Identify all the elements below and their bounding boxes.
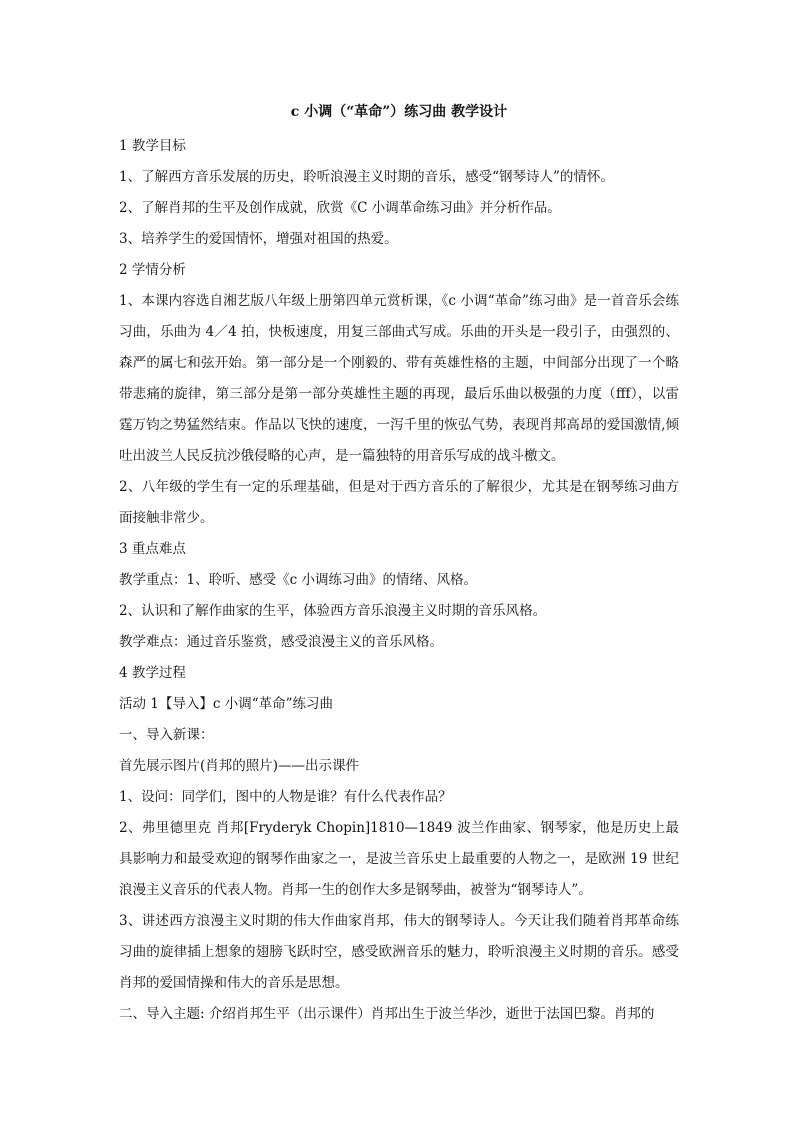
paragraph: 2、认识和了解作曲家的生平，体验西方音乐浪漫主义时期的音乐风格。 [119, 603, 547, 619]
paragraph: 2、弗里德里克 肖邦[Fryderyk Chopin]1810—1849 波兰作曲家、钢琴家，他是历史上最具影响力和最受欢迎的钢琴作曲家之一，是波兰音乐史上最重要的人物之一，是欧洲 19 世纪浪漫主义音乐的代表人物。肖邦一生的创作大多是钢琴曲，被誉为“钢琴诗人”。 [119, 820, 679, 898]
paragraph: 2、了解肖邦的生平及创作成就，欣赏《C 小调革命练习曲》并分析作品。 [119, 200, 561, 216]
document-title: c 小调（“革命”）练习曲 教学设计 [290, 104, 508, 120]
paragraph: 教学重点：1、聆听、感受《c 小调练习曲》的情绪、风格。 [119, 572, 477, 588]
paragraph: 二、导入主题: 介绍肖邦生平（出示课件）肖邦出生于波兰华沙，逝世于法国巴黎。肖邦的 [119, 1006, 655, 1022]
section-heading-process: 4 教学过程 [119, 665, 186, 681]
document-body [119, 131, 679, 1030]
section-heading-key-points: 3 重点难点 [119, 541, 186, 557]
paragraph: 活动 1【导入】c 小调“革命”练习曲 [119, 696, 334, 712]
paragraph: 一、导入新课： [119, 727, 214, 743]
paragraph: 3、培养学生的爱国情怀，增强对祖国的热爱。 [119, 231, 398, 247]
section-heading-objectives: 1 教学目标 [119, 138, 186, 154]
paragraph: 教学难点：通过音乐鉴赏，感受浪漫主义的音乐风格。 [119, 634, 443, 650]
paragraph: 1、了解西方音乐发展的历史，聆听浪漫主义时期的音乐，感受“钢琴诗人”的情怀。 [119, 169, 614, 185]
paragraph: 1、设问：同学们，图中的人物是谁？有什么代表作品？ [119, 789, 452, 805]
paragraph: 首先展示图片(肖邦的照片)——出示课件 [119, 758, 360, 774]
paragraph: 1、本课内容选自湘艺版八年级上册第四单元赏析课，《c 小调“革命”练习曲》是一首音乐会练习曲，乐曲为 4／4 拍，快板速度，用复三部曲式写成。乐曲的开头是一段引子，由强烈的、森严的属七和弦开始。第一部分是一个刚毅的、带有英雄性格的主题，中间部分出现了一个略带悲痛的旋律，第三部分是第一部分英雄性主题的再现，最后乐曲以极强的力度（fff），以雷霆万钧之势猛然结束。作品以飞快的速度，一泻千里的恢弘气势，表现肖邦高昂的爱国激情,倾吐出波兰人民反抗沙俄侵略的心声，是一篇独特的用音乐写成的战斗檄文。 [119, 293, 679, 464]
paragraph: 2、八年级的学生有一定的乐理基础，但是对于西方音乐的了解很少，尤其是在钢琴练习曲方面接触非常少。 [119, 479, 679, 526]
paragraph: 3、讲述西方浪漫主义时期的伟大作曲家肖邦，伟大的钢琴诗人。今天让我们随着肖邦革命练习曲的旋律插上想象的翅膀飞跃时空，感受欧洲音乐的魅力，聆听浪漫主义时期的音乐。感受肖邦的爱国情操和伟大的音乐是思想。 [119, 913, 679, 991]
section-heading-analysis: 2 学情分析 [119, 262, 186, 278]
